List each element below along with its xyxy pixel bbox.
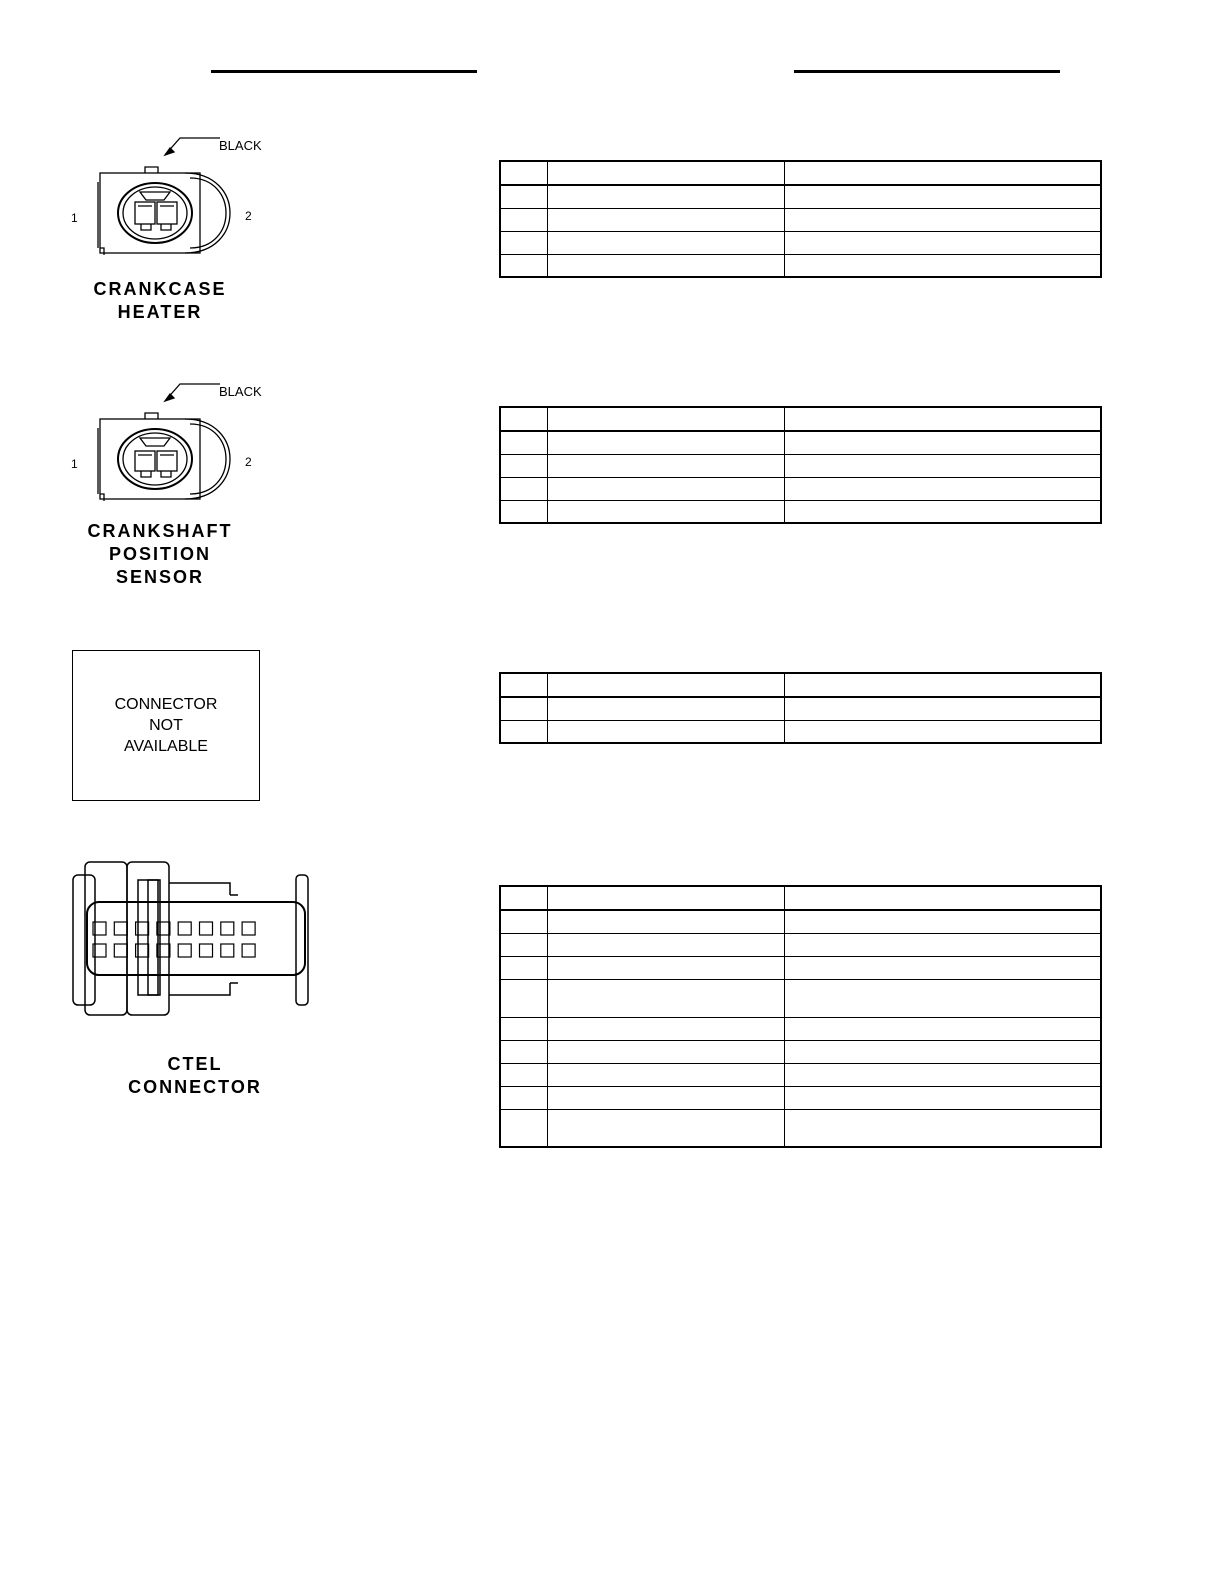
pin-cavity bbox=[242, 944, 255, 957]
table-header-row bbox=[500, 673, 1101, 697]
pin-1-label: 1 bbox=[71, 211, 78, 225]
table-row bbox=[500, 477, 1101, 500]
table-row bbox=[500, 956, 1101, 979]
table-row bbox=[500, 979, 1101, 1017]
table-row bbox=[500, 231, 1101, 254]
table-row bbox=[500, 720, 1101, 743]
table-row bbox=[500, 431, 1101, 454]
ctel-connector-icon bbox=[60, 850, 320, 1025]
pin-cavity bbox=[157, 944, 170, 957]
pin-cavity bbox=[178, 922, 191, 935]
pin-cavity bbox=[200, 944, 213, 957]
table-header-row bbox=[500, 407, 1101, 431]
pin-cavity bbox=[242, 922, 255, 935]
pin-cavity bbox=[114, 944, 127, 957]
table-row bbox=[500, 1040, 1101, 1063]
pinout-table-ctel-connector bbox=[499, 885, 1102, 1148]
pin-1-label: 1 bbox=[71, 457, 78, 471]
header-rule-right bbox=[794, 70, 1060, 73]
pinout-table-crankcase-heater bbox=[499, 160, 1102, 278]
connector-not-available-box: CONNECTOR NOT AVAILABLE bbox=[72, 650, 260, 801]
pin-2-label: 2 bbox=[245, 209, 252, 223]
color-callout: BLACK bbox=[219, 138, 262, 153]
header-rule-left bbox=[211, 70, 477, 73]
table-row bbox=[500, 1109, 1101, 1147]
pin-2-label: 2 bbox=[245, 455, 252, 469]
table-row bbox=[500, 933, 1101, 956]
connector-name: CRANKSHAFT POSITION SENSOR bbox=[87, 521, 233, 587]
pin-cavity bbox=[221, 922, 234, 935]
table-row bbox=[500, 185, 1101, 208]
connector-name: CTEL CONNECTOR bbox=[128, 1054, 262, 1097]
table-row bbox=[500, 208, 1101, 231]
pin-cavity bbox=[200, 922, 213, 935]
table-header-row bbox=[500, 161, 1101, 185]
table-row bbox=[500, 500, 1101, 523]
pinout-table-crankshaft-position-sensor bbox=[499, 406, 1102, 524]
table-row bbox=[500, 1063, 1101, 1086]
color-callout: BLACK bbox=[219, 384, 262, 399]
pin-cavity bbox=[178, 944, 191, 957]
pin-cavity bbox=[114, 922, 127, 935]
table-row bbox=[500, 697, 1101, 720]
pinout-table-unavailable-connector bbox=[499, 672, 1102, 744]
table-row bbox=[500, 910, 1101, 933]
table-row bbox=[500, 454, 1101, 477]
connector-name: CRANKCASE HEATER bbox=[93, 279, 227, 322]
pin-cavity bbox=[157, 922, 170, 935]
pin-cavity bbox=[221, 944, 234, 957]
table-row bbox=[500, 1086, 1101, 1109]
table-row bbox=[500, 1017, 1101, 1040]
table-row bbox=[500, 254, 1101, 277]
table-header-row bbox=[500, 886, 1101, 910]
